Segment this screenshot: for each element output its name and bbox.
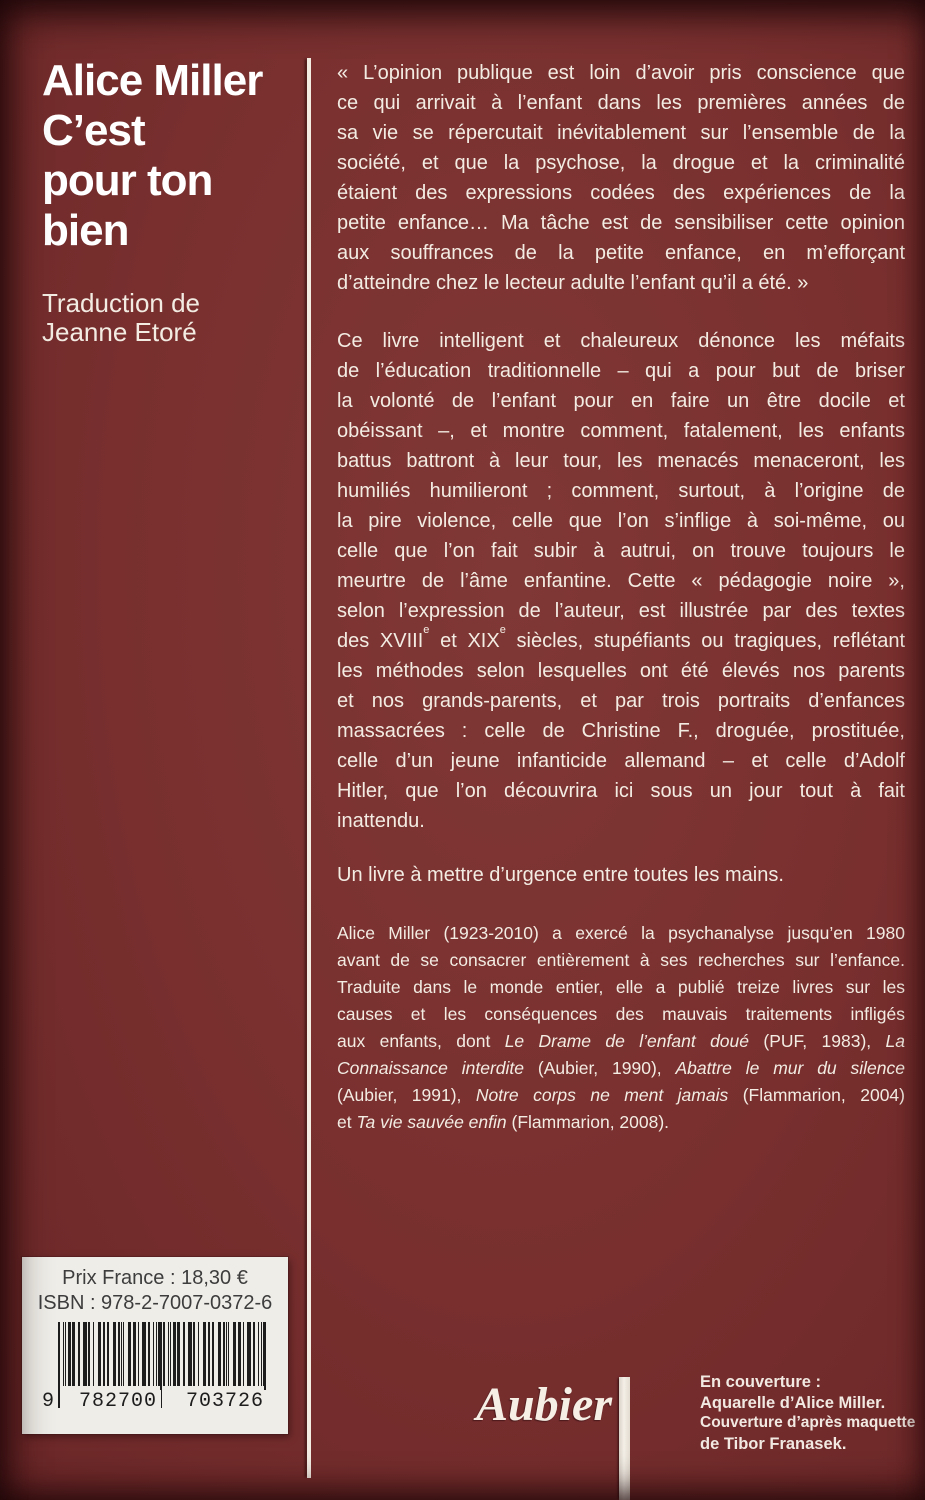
text-line: Jeanne Etoré <box>42 317 197 347</box>
text-line: avant de se consacrer entièrement à ses recherches sur l’enfance. <box>337 950 905 970</box>
text-line: pour ton <box>42 156 213 205</box>
text-line: ce qui arrivait à l’enfant dans les premières années de <box>337 92 905 114</box>
tagline: Un livre à mettre d’urgence entre toutes les mains. <box>337 864 784 886</box>
text-line: la pire violence, celle que l’on s’inflige à soi-même, ou <box>337 510 905 532</box>
text-line: la volonté de l’enfant pour en faire un être docile et <box>337 390 905 412</box>
publisher-logo: Aubier <box>475 1378 612 1431</box>
price-isbn-box <box>22 1257 288 1434</box>
cover-credits <box>700 1372 915 1454</box>
text-line: d’atteindre chez le lecteur adulte l’enfant qu’il a été. » <box>337 272 809 294</box>
text-line: Alice Miller (1923-2010) a exercé la psychanalyse jusqu’en 1980 <box>337 923 905 943</box>
text-line: Traduite dans le monde entier, elle a publié treize livres sur les <box>337 977 905 997</box>
text-line: « L’opinion publique est loin d’avoir pris conscience que <box>337 62 905 84</box>
text-line: Traduction de <box>42 288 201 318</box>
text-line: humiliés humilieront ; comment, surtout, à l’origine de <box>337 480 905 502</box>
spine-bar <box>619 1377 630 1500</box>
text-line: aux souffrances de la petite enfance, en m’efforçant <box>337 242 905 264</box>
barcode-digits <box>42 1388 268 1414</box>
barcode-digit-group: 782700 <box>75 1390 161 1414</box>
text-line: Aquarelle d’Alice Miller. <box>700 1393 886 1412</box>
book-description-paragraph <box>337 326 905 836</box>
text-line: et Ta vie sauvée enfin (Flammarion, 2008). <box>337 1112 670 1132</box>
text-line: étaient des expressions codées des expériences de la <box>337 182 905 204</box>
text-line: causes et les conséquences des mauvais traitements infligés <box>337 1004 905 1024</box>
text-line: petite enfance… Ma tâche est de sensibiliser cette opinion <box>337 212 905 234</box>
text-line: battus battront à leur tour, les menacés menaceront, les <box>337 450 905 472</box>
text-line: meurtre de l’âme enfantine. Cette « pédagogie noire », <box>337 570 905 592</box>
text-line: celle d’un jeune infanticide allemand – et celle d’Adolf <box>337 750 905 772</box>
text-line: des XVIIIe et XIXe siècles, stupéfiants ou tragiques, reflétant <box>337 624 906 652</box>
text-line: et nos grands-parents, et par trois portraits d’enfances <box>337 690 905 712</box>
ean-barcode <box>42 1322 268 1414</box>
text-line: Couverture d’après maquette <box>700 1414 916 1431</box>
barcode-bars <box>58 1322 266 1386</box>
author-bio-paragraph <box>337 920 905 1136</box>
author-quote-paragraph <box>337 58 905 298</box>
text-line: de l’éducation traditionnelle – qui a pour but de briser <box>337 360 905 382</box>
text-line: Hitler, que l’on découvrira ici sous un jour tout à fait <box>337 780 905 802</box>
book-title <box>42 106 322 256</box>
text-line: selon l’expression de l’auteur, est illustrée par des textes <box>337 600 905 622</box>
main-text-column <box>337 58 905 1160</box>
price-label: Prix France : 18,30 € <box>62 1267 248 1289</box>
text-line: de Tibor Franasek. <box>700 1434 847 1453</box>
title-block <box>42 56 322 347</box>
text-line: inattendu. <box>337 810 425 832</box>
author-name: Alice Miller <box>42 56 263 105</box>
barcode-digit-first: 9 <box>42 1390 55 1413</box>
text-line: En couverture : <box>700 1373 822 1391</box>
text-line: les méthodes selon lesquelles ont été élevés nos parents <box>337 660 905 682</box>
text-line: Ce livre intelligent et chaleureux dénonce les méfaits <box>337 330 905 352</box>
text-line: sa vie se répercutait inévitablement sur l’ensemble de la <box>337 122 905 144</box>
column-divider-line <box>307 58 311 1478</box>
text-line: C’est <box>42 106 145 155</box>
translation-credit <box>42 289 322 347</box>
text-line: massacrées : celle de Christine F., droguée, prostituée, <box>337 720 905 742</box>
text-line: (Aubier, 1991), Notre corps ne ment jamais (Flammarion, 2004) <box>337 1085 905 1105</box>
text-line: société, et que la psychose, la drogue et la criminalité <box>337 152 905 174</box>
isbn-label: ISBN : 978-2-7007-0372-6 <box>37 1292 273 1314</box>
barcode-digit-group: 703726 <box>182 1390 268 1414</box>
text-line: aux enfants, dont Le Drame de l’enfant doué (PUF, 1983), La <box>337 1031 905 1051</box>
text-line: celle que l’on fait subir à autrui, on trouve toujours le <box>337 540 905 562</box>
text-line: obéissant –, et montre comment, fatalement, les enfants <box>337 420 905 442</box>
text-line: bien <box>42 206 129 255</box>
text-line: Connaissance interdite (Aubier, 1990), Abattre le mur du silence <box>337 1058 905 1078</box>
